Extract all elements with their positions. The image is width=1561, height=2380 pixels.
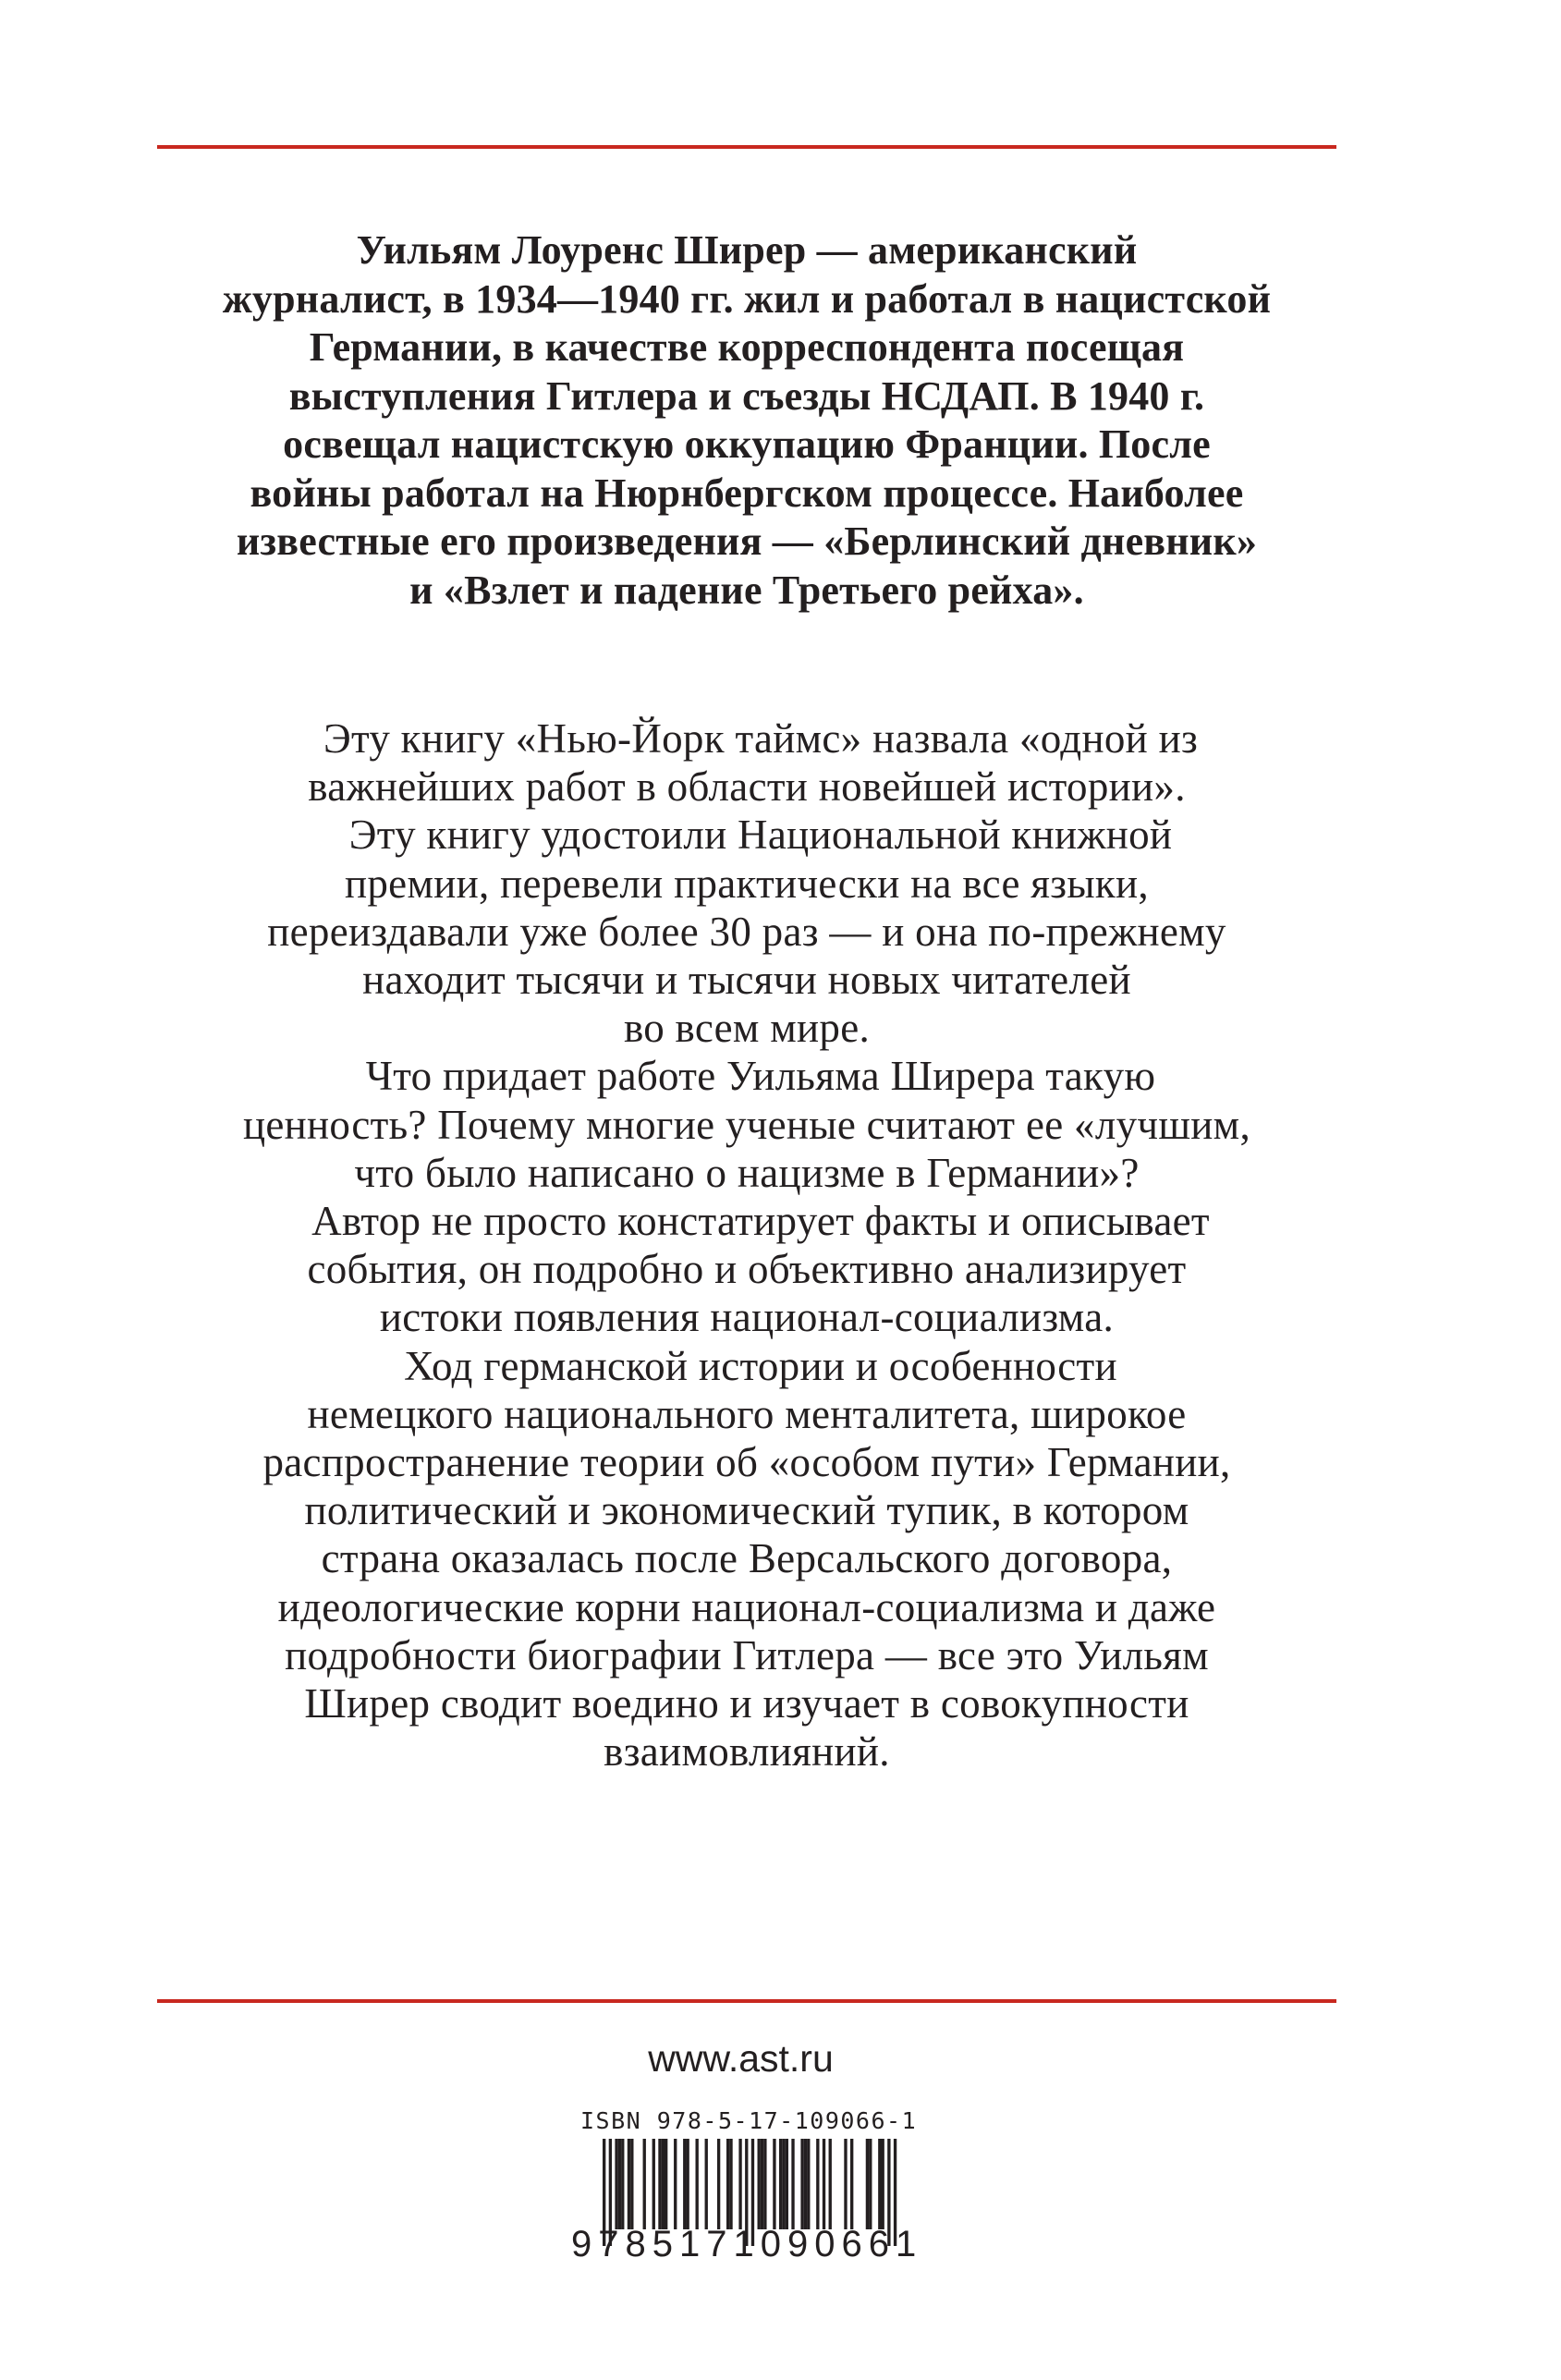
description-line: распространение теории об «особом пути» Германии,: [262, 1439, 1231, 1486]
isbn-barcode: [571, 2107, 926, 2274]
barcode-bar: [782, 2139, 785, 2229]
bottom-divider: [157, 1999, 1336, 2003]
bio-line: Германии, в качестве корреспондента посещая: [309, 324, 1185, 370]
barcode-bar: [726, 2139, 729, 2229]
barcode-bar: [758, 2139, 761, 2229]
description-line: взаимовлияний.: [604, 1728, 890, 1776]
description-line: во всем мире.: [623, 1005, 871, 1052]
barcode-bar: [696, 2139, 699, 2229]
description-line: что было написано о нацизме в Германии»?: [354, 1149, 1140, 1196]
description-line: события, он подробно и объективно анализирует: [307, 1246, 1187, 1293]
barcode-bar: [662, 2139, 665, 2229]
description-line: Автор не просто констатирует факты и описывает: [311, 1198, 1210, 1245]
bio-line: Уильям Лоуренс Ширер — американский: [356, 227, 1138, 273]
barcode-bar: [779, 2139, 782, 2229]
bio-line: войны работал на Нюрнбергском процессе. Наиболее: [250, 470, 1244, 516]
book-description: [157, 714, 1336, 1776]
description-line: Ход германской истории и особенности: [404, 1342, 1117, 1389]
barcode-bar: [674, 2139, 677, 2229]
description-line: немецкого национального менталитета, широкое: [307, 1390, 1187, 1437]
barcode-bar: [869, 2139, 872, 2229]
barcode-bar: [665, 2139, 667, 2229]
barcode-bar: [717, 2139, 720, 2229]
barcode-bar: [866, 2139, 869, 2229]
barcode-bar: [878, 2139, 881, 2229]
description-line: подробности биографии Гитлера — все это Уильям: [285, 1631, 1209, 1678]
barcode-bar: [844, 2139, 847, 2229]
description-line: идеологические корни национал-социализма и даже: [277, 1583, 1216, 1630]
description-line: важнейших работ в области новейшей истории».: [308, 763, 1186, 811]
barcode-bar: [816, 2139, 819, 2229]
barcode-bar: [761, 2139, 763, 2229]
barcode-bar: [628, 2139, 630, 2229]
bio-line: освещал нацистскую оккупацию Франции. После: [283, 421, 1211, 467]
barcode-bar: [705, 2139, 708, 2229]
barcode-bar: [621, 2139, 624, 2229]
barcode-bar: [643, 2139, 646, 2229]
description-line: истоки появления национал-социализма.: [379, 1294, 1115, 1341]
bio-line: журналист, в 1934—1940 гг. жил и работал в нацистской: [222, 275, 1272, 322]
description-line: премии, перевели практически на все языки,: [345, 860, 1149, 907]
publisher-website[interactable]: www.ast.ru: [648, 2037, 834, 2080]
description-line: ценность? Почему многие ученые считают ее «лучшим,: [242, 1101, 1250, 1148]
barcode-bar: [804, 2139, 807, 2229]
barcode-digits: 9785171090661: [571, 2224, 923, 2264]
barcode-bar: [729, 2139, 732, 2229]
barcode-bar: [850, 2139, 853, 2229]
barcode-bar: [882, 2139, 884, 2229]
description-line: переиздавали уже более 30 раз — и она по-прежнему: [267, 908, 1226, 955]
description-line: страна оказалась после Версальского договора,: [321, 1535, 1173, 1582]
barcode-bar: [829, 2139, 832, 2229]
barcode-bar: [791, 2139, 794, 2229]
barcode-bar: [823, 2139, 825, 2229]
barcode-bar: [615, 2139, 617, 2229]
bio-line: известные его произведения — «Берлинский дневник»: [236, 519, 1258, 564]
description-line: политический и экономический тупик, в котором: [304, 1487, 1189, 1534]
barcode-bar: [686, 2139, 689, 2229]
barcode-bar: [618, 2139, 621, 2229]
top-divider: [157, 145, 1336, 149]
bio-line: и «Взлет и падение Третьего рейха».: [409, 567, 1084, 613]
description-line: Ширер сводит воедино и изучает в совокупности: [304, 1680, 1189, 1727]
isbn-label: ISBN 978-5-17-109066-1: [580, 2107, 918, 2134]
description-line: Что придает работе Уильяма Ширера такую: [365, 1053, 1156, 1100]
description-line: Эту книгу удостоили Национальной книжной: [348, 812, 1173, 859]
barcode-bar: [630, 2139, 633, 2229]
barcode-bar: [800, 2139, 803, 2229]
barcode-bar: [807, 2139, 810, 2229]
barcode-bar: [683, 2139, 686, 2229]
description-line: Эту книгу «Нью-Йорк таймс» назвала «одной из: [323, 715, 1199, 762]
barcode-bar: [652, 2139, 655, 2229]
description-line: находит тысячи и тысячи новых читателей: [362, 957, 1131, 1004]
barcode-bar: [738, 2139, 741, 2229]
barcode-bar: [786, 2139, 788, 2229]
bio-line: выступления Гитлера и съезды НСДАП. В 1940 г.: [288, 372, 1205, 419]
barcode-bar: [763, 2139, 766, 2229]
author-bio: [157, 226, 1336, 615]
barcode-bar: [658, 2139, 661, 2229]
barcode-bar: [773, 2139, 775, 2229]
